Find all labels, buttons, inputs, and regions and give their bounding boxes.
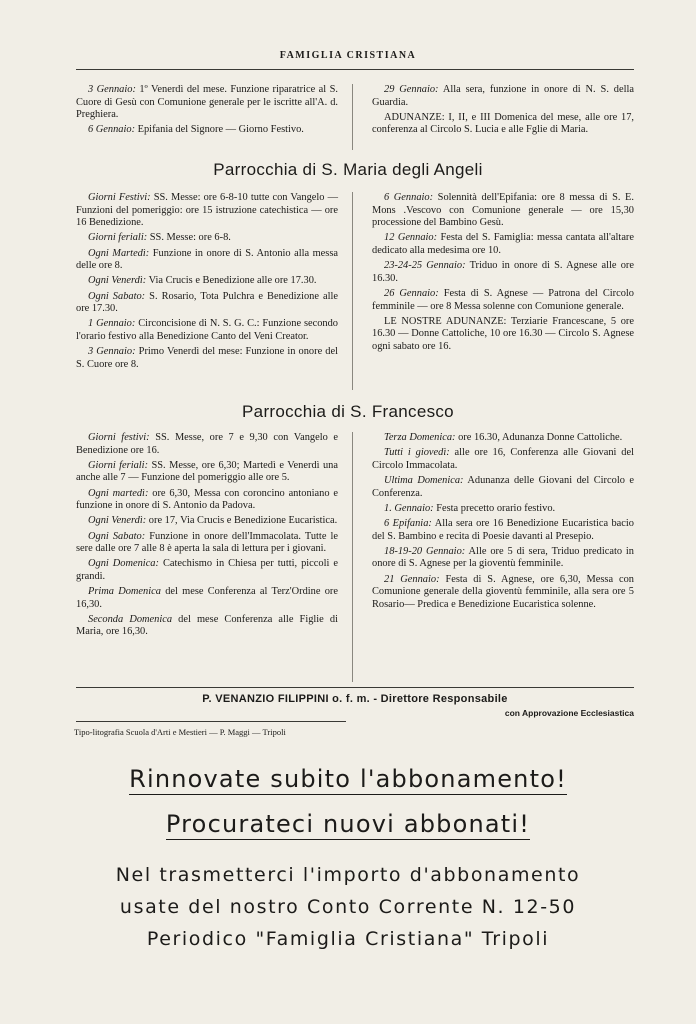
entry xyxy=(372,447,634,472)
entry xyxy=(76,124,338,137)
entry xyxy=(76,84,338,122)
entry-lead: 29 Gennaio: xyxy=(384,84,439,95)
entry-text: del mese Conferenza alle Figlie di Maria, ore 16,30. xyxy=(76,613,338,638)
top-right-column xyxy=(372,84,634,140)
entry-text: Solennità dell'Epifania: ore 8 messa di S. E. Mons .Vescovo con Comunione generale — ore 15,30 processione del Bambino Gesù. xyxy=(372,192,634,229)
section-santa-maria xyxy=(76,192,634,390)
entry-text: Alle ore 5 di sera, Triduo predicato in onore di S. Agnese per la gioventù femminile. xyxy=(372,545,634,570)
entry-text: del mese Conferenza al Terz'Ordine ore 16,30. xyxy=(76,586,338,610)
entry-lead: 12 Gennaio: xyxy=(384,232,438,244)
entry-text: Festa di S. Agnese, ore 6,30, Messa con Comunione generale della gioventù femminile, alla sera ore 5 Rosario— Predica e Benedizione Eucaristica solenne. xyxy=(372,573,634,610)
entry xyxy=(76,432,338,457)
entry-lead: 21 Gennaio: xyxy=(384,573,440,585)
entry-text: Primo Venerdì del mese: Funzione in onore del S. Cuore ore 8. xyxy=(76,346,338,370)
running-title: FAMIGLIA CRISTIANA xyxy=(279,50,417,61)
entry-text: LE NOSTRE ADUNANZE: Terziarie Francescane, 5 ore 16.30 — Donne Cattoliche, 10 ore 16.30 — Circolo S. Agnese ogni sabato ore 16. xyxy=(372,315,634,352)
entry-text: ore 17, Via Crucis e Benedizione Eucaristica. xyxy=(146,515,338,527)
entry-lead: 1. Gennaio: xyxy=(384,502,434,514)
entry xyxy=(76,488,338,513)
entry-text: Adunanza delle Giovani del Circolo e Conferenza. xyxy=(372,474,634,499)
entry-text: ADUNANZE: I, II, e III Domenica del mese, alle ore 17, conferenza al Circolo S. Lucia e alle Fglie di Maria. xyxy=(372,111,634,136)
entry-text: SS. Messe, ore 6,30; Martedì e Venerdì una anche alle 7 — Funzione del pomeriggio alle ore 5. xyxy=(76,459,338,484)
entry xyxy=(76,586,338,611)
entry xyxy=(372,112,634,137)
entry-lead: 26 Gennaio: xyxy=(384,287,439,299)
advert-line-5: Periodico "Famiglia Cristiana" Tripoli xyxy=(146,928,550,950)
column-divider xyxy=(352,432,353,682)
entry-lead: Giorni festivi: xyxy=(88,432,150,443)
header-rule xyxy=(76,69,634,70)
entry-text: Funzione in onore di S. Antonio alla messa delle ore 8. xyxy=(76,247,338,272)
entry-lead: Ogni Sabato: xyxy=(88,530,146,542)
entry-text: Festa del S. Famiglia: messa cantata all'altare dedicato alla medesima ore 10. xyxy=(372,232,634,256)
entry-text: Alla sera ore 16 Benedizione Eucaristica bacio del S. Bambino e recita di Poesie davanti al Presepio. xyxy=(372,517,634,542)
entry-text: SS. Messe: ore 6-8. xyxy=(147,232,231,244)
entry xyxy=(76,248,338,273)
entry-text: Festa di S. Agnese — Patrona del Circolo femminile — ore 8 Messa solenne con Comunione generale. xyxy=(372,287,634,312)
san-francesco-left-column xyxy=(76,432,338,642)
entry-lead: Prima Domenica xyxy=(88,586,161,598)
entry-text: ore 6,30, Messa con coroncino antoniano e funzione in onore di S. Antonio da Padova. xyxy=(76,487,338,512)
entry-lead: Ogni Martedì: xyxy=(88,247,150,259)
entry-text: Circoncisione di N. S. G. C.: Funzione secondo l'orario festivo alla Benedizione Canto del Veni Creator. xyxy=(76,318,338,342)
entry xyxy=(76,460,338,485)
san-francesco-right-column xyxy=(372,432,634,614)
footer-rule xyxy=(76,687,634,688)
entry xyxy=(76,291,338,316)
entry-text: Alla sera, funzione in onore di N. S. della Guardia. xyxy=(372,84,634,108)
director-line: P. VENANZIO FILIPPINI o. f. m. - Direttore Responsabile xyxy=(202,693,508,705)
approval-line: con Approvazione Ecclesiastica xyxy=(504,708,634,718)
entry xyxy=(76,515,338,528)
advert-new-subscribers-text: Procurateci nuovi abbonati! xyxy=(165,810,531,838)
entry-text: SS. Messe: ore 6-8-10 tutte con Vangelo — Funzioni del pomeriggio: ore 15 istruzione catechistica — ore 16 Benedizione. xyxy=(76,192,338,229)
entry-text: S. Rosario, Tota Pulchra e Benedizione alle ore 17.30. xyxy=(76,290,339,315)
entry xyxy=(372,288,634,313)
section-san-francesco xyxy=(76,432,634,682)
top-block xyxy=(76,84,634,150)
entry-lead: Giorni Festivi: xyxy=(88,192,151,203)
entry-text: Funzione in onore dell'Immacolata. Tutte le sere dalle ore 7 alle 8 è aperta la sala di lettura per i giovani. xyxy=(76,530,339,555)
entry-text: Catechismo in Chiesa per tutti, piccoli e grandi. xyxy=(76,558,338,582)
entry-lead: 18-19-20 Gennaio: xyxy=(384,545,466,557)
entry xyxy=(372,260,634,285)
entry xyxy=(372,232,634,257)
advert-line-4: usate del nostro Conto Corrente N. 12-50 xyxy=(119,896,577,918)
entry xyxy=(76,275,338,288)
entry xyxy=(372,192,634,230)
entry-lead: 6 Gennaio: xyxy=(88,124,136,136)
entry-lead: 3 Gennaio: xyxy=(88,346,136,358)
entry xyxy=(76,318,338,343)
entry-lead: 6 Epifania: xyxy=(384,517,432,529)
entry-text: Via Crucis e Benedizione alle ore 17.30. xyxy=(146,275,317,287)
entry-text: 1º Venerdì del mese. Funzione riparatrice al S. Cuore di Gesù con Comunione generale per le iscritte all'A. d. Preghiera. xyxy=(76,84,338,121)
entry-lead: Ogni Domenica: xyxy=(88,558,159,570)
entry-text: ore 16.30, Adunanza Donne Cattoliche. xyxy=(455,432,623,443)
entry xyxy=(76,531,338,556)
entry xyxy=(372,574,634,612)
entry xyxy=(76,232,338,245)
entry-lead: 1 Gennaio: xyxy=(88,318,136,330)
advert-renew xyxy=(0,765,696,793)
entry-lead: Giorni feriali: xyxy=(88,459,149,471)
advert-renew-text: Rinnovate subito l'abbonamento! xyxy=(129,765,567,793)
entry-text: alle ore 16, Conferenza alle Giovani del Circolo Immacolata. xyxy=(372,447,634,471)
entry-lead: 3 Gennaio: xyxy=(88,84,136,95)
entry xyxy=(372,518,634,543)
advert-new-subscribers xyxy=(0,810,696,838)
printer-line: Tipo-litografia Scuola d'Arti e Mestieri — P. Maggi — Tripoli xyxy=(74,727,286,737)
entry xyxy=(76,558,338,583)
entry-lead: 6 Gennaio: xyxy=(384,192,434,203)
entry-text: Triduo in onore di S. Agnese alle ore 16.30. xyxy=(372,260,634,284)
entry-lead: 23-24-25 Gennaio: xyxy=(384,260,466,272)
column-divider xyxy=(352,84,353,150)
entry-text: SS. Messe, ore 7 e 9,30 con Vangelo e Benedizione ore 16. xyxy=(76,432,338,456)
santa-maria-left-column xyxy=(76,192,338,374)
advert-line-3: Nel trasmetterci l'importo d'abbonamento xyxy=(115,864,581,886)
entry xyxy=(372,84,634,109)
entry xyxy=(76,346,338,371)
entry-lead: Giorni feriali: xyxy=(88,232,148,244)
entry xyxy=(372,546,634,571)
top-left-column xyxy=(76,84,338,140)
entry-lead: Ogni Venerdì: xyxy=(88,275,147,287)
entry-lead: Seconda Domenica xyxy=(88,613,173,625)
entry-lead: Ultima Domenica: xyxy=(384,474,464,486)
column-divider xyxy=(352,192,353,390)
entry xyxy=(372,475,634,500)
santa-maria-right-column xyxy=(372,192,634,356)
entry-text: Festa precetto orario festivo. xyxy=(433,502,556,514)
entry-text: Epifania del Signore — Giorno Festivo. xyxy=(135,124,304,136)
entry xyxy=(76,192,338,230)
entry xyxy=(372,432,634,445)
section-title-santa-maria: Parrocchia di S. Maria degli Angeli xyxy=(213,160,483,179)
entry-lead: Ogni Sabato: xyxy=(88,290,146,302)
entry-lead: Tutti i giovedì: xyxy=(384,447,450,459)
printer-rule xyxy=(76,721,346,722)
entry-lead: Ogni martedì: xyxy=(88,487,149,499)
entry xyxy=(372,503,634,516)
entry xyxy=(372,316,634,354)
section-title-san-francesco: Parrocchia di S. Francesco xyxy=(242,402,454,421)
entry-lead: Terza Domenica: xyxy=(384,432,456,443)
entry xyxy=(76,614,338,639)
entry-lead: Ogni Venerdì: xyxy=(88,515,147,527)
